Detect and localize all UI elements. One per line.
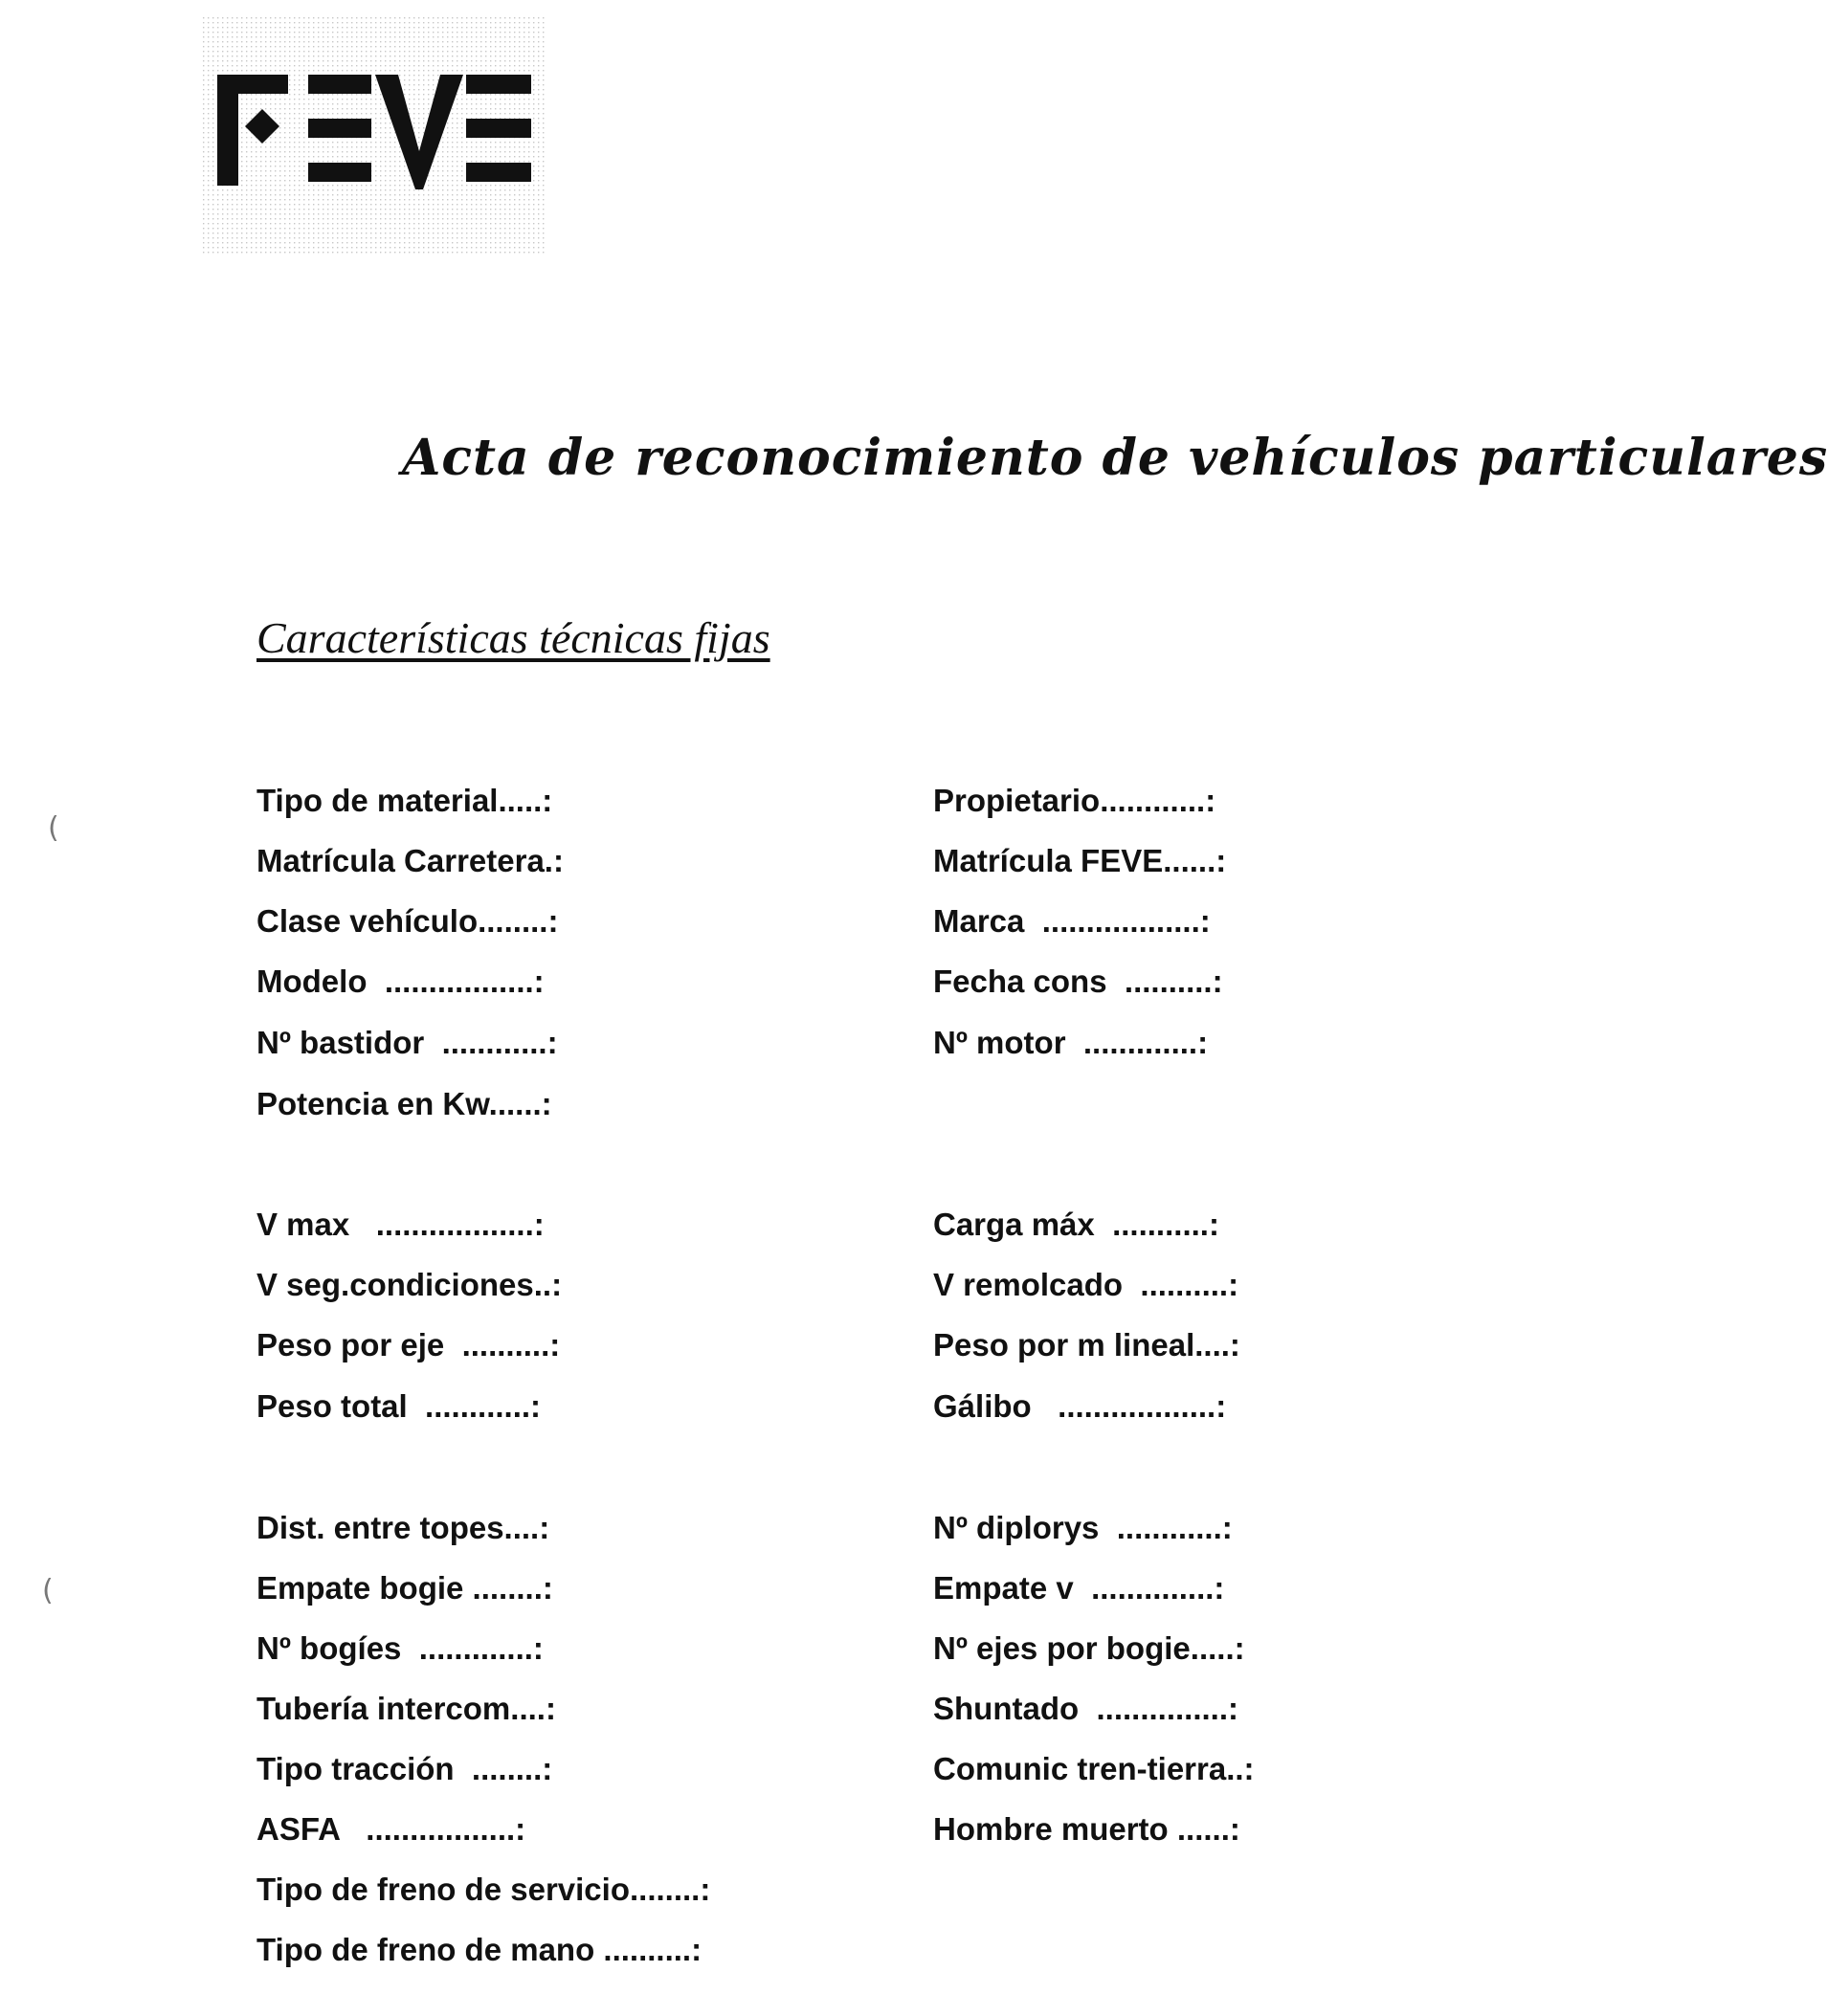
field-asfa: ASFA .................: <box>256 1811 526 1847</box>
field-comunic-tren-tierra: Comunic tren-tierra..: <box>933 1751 1255 1786</box>
field-modelo: Modelo .................: <box>256 964 545 999</box>
scan-mark: ( <box>42 1574 54 1607</box>
field-v-seg-condiciones: V seg.condiciones..: <box>256 1267 563 1302</box>
field-matricula-carretera: Matrícula Carretera.: <box>256 843 564 878</box>
field-hombre-muerto: Hombre muerto ......: <box>933 1811 1240 1847</box>
field-matricula-feve: Matrícula FEVE......: <box>933 843 1227 878</box>
field-n-ejes-por-bogie: Nº ejes por bogie.....: <box>933 1630 1245 1666</box>
field-tipo-freno-mano: Tipo de freno de mano ..........: <box>256 1932 702 1967</box>
field-carga-max: Carga máx ...........: <box>933 1207 1219 1242</box>
field-tipo-freno-servicio: Tipo de freno de servicio........: <box>256 1872 711 1907</box>
section-title: Características técnicas fijas <box>256 613 770 662</box>
field-n-bogies: Nº bogíes .............: <box>256 1630 544 1666</box>
field-peso-por-eje: Peso por eje ..........: <box>256 1327 561 1362</box>
field-clase-vehiculo: Clase vehículo........: <box>256 903 559 939</box>
feve-logo <box>203 17 547 256</box>
scan-mark: ( <box>48 811 59 845</box>
field-dist-entre-topes: Dist. entre topes....: <box>256 1510 550 1545</box>
field-marca: Marca ..................: <box>933 903 1211 939</box>
document-title: Acta de reconocimiento de vehículos particulares <box>402 429 1828 487</box>
field-n-motor: Nº motor .............: <box>933 1025 1209 1060</box>
field-n-bastidor: Nº bastidor ............: <box>256 1025 558 1060</box>
field-propietario: Propietario............: <box>933 783 1216 818</box>
field-tuberia-intercom: Tubería intercom....: <box>256 1691 556 1726</box>
field-fecha-cons: Fecha cons ..........: <box>933 964 1223 999</box>
field-tipo-de-material: Tipo de material.....: <box>256 783 553 818</box>
field-empate-bogie: Empate bogie ........: <box>256 1570 553 1606</box>
field-n-diplorys: Nº diplorys ............: <box>933 1510 1233 1545</box>
field-galibo: Gálibo ..................: <box>933 1388 1227 1424</box>
field-potencia-en-kw: Potencia en Kw......: <box>256 1086 552 1121</box>
field-peso-total: Peso total ............: <box>256 1388 542 1424</box>
field-v-remolcado: V remolcado ..........: <box>933 1267 1239 1302</box>
field-v-max: V max ..................: <box>256 1207 545 1242</box>
field-peso-por-m-lineal: Peso por m lineal....: <box>933 1327 1240 1362</box>
field-tipo-traccion: Tipo tracción ........: <box>256 1751 553 1786</box>
field-shuntado: Shuntado ...............: <box>933 1691 1238 1726</box>
field-empate-v: Empate v ..............: <box>933 1570 1225 1606</box>
